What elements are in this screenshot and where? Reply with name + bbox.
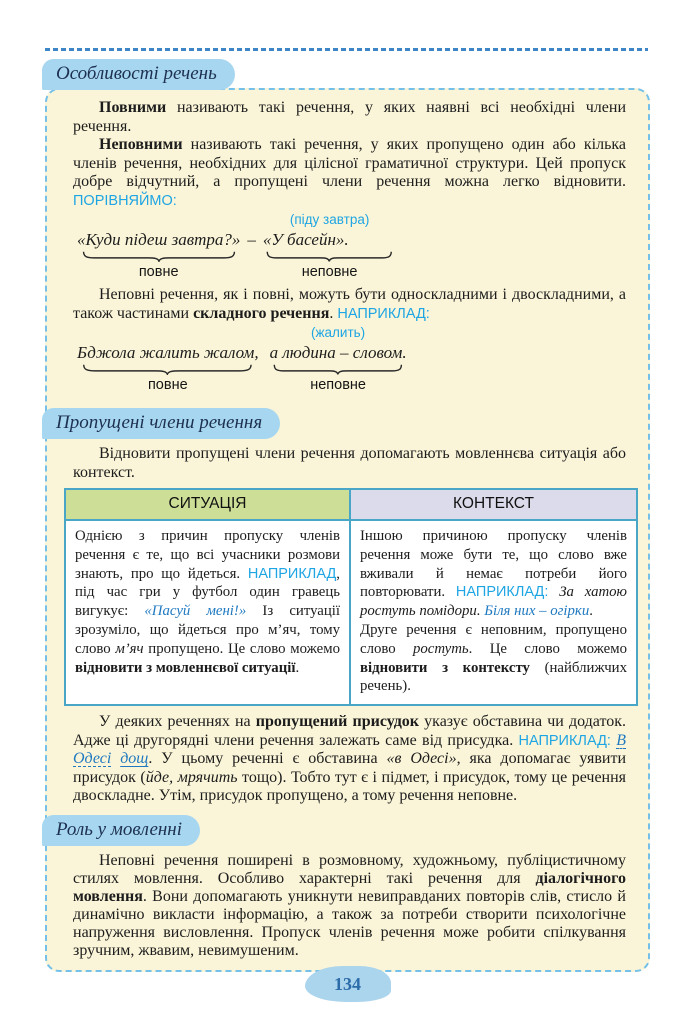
paragraph-incomplete-definition: Неповними називають такі речення, у яких пропущено один або кілька членів речення, необхідних для цілісної граматичної структури. Цей пропуск добре відчутний, а пропущені члени речення можна легко відновити. ПОРІВНЯЙМО: bbox=[73, 136, 626, 209]
example-label: повне bbox=[147, 377, 188, 393]
section-badge-features: Особливості речень bbox=[42, 59, 235, 90]
section-badge-omitted-members: Пропущені члени речення bbox=[42, 408, 280, 439]
paragraph-predicate-note: У деяких реченнях на пропущений присудок указує обставина чи додаток. Адже ці другорядні члени речення залежать саме від присудка. НАПРИКЛАД: В Одесі дощ. У цьому реченні є обставина «в Одесі», яка допомагає уявити присудок (йде, мрячить тощо). Тобто тут є і підмет, і присудок, тому це речення двоскладне. Утім, присудок пропущено, а тому речення неповне. bbox=[73, 713, 627, 805]
page-number-badge: 134 bbox=[305, 966, 391, 1002]
underbrace-icon bbox=[266, 251, 393, 262]
paragraph-sentence-types: Неповні речення, як і повні, можуть бути односкладними і двоскладними, а також частинами складного речення. НАПРИКЛАД: bbox=[73, 286, 626, 322]
restored-word-hint: (піду завтра) bbox=[289, 212, 370, 227]
example-part-incomplete bbox=[261, 212, 399, 280]
restored-word-hint bbox=[75, 325, 261, 342]
top-divider bbox=[45, 48, 648, 51]
table-cell-context: Іншою причиною пропуску членів речення може бути те, що слово вже вживали й немає потреби його повторювати. НАПРИКЛАД: За хатою ростуть помідори. Біля них – огірки. Друге речення є неповним, пропущено слово ростуть. Це слово можемо відновити з контексту (найближчих речень). bbox=[360, 528, 628, 695]
table-header-situation: СИТУАЦІЯ bbox=[66, 490, 351, 521]
paragraph-full-definition: Повними називають такі речення, у яких наявні всі необхідні члени речення. bbox=[73, 99, 626, 135]
content-box bbox=[45, 88, 650, 972]
example-label: неповне bbox=[310, 377, 366, 393]
table-cell-situation: Однією з причин пропуску членів речення є те, що всі учасники розмови знають, про що йдеться. НАПРИКЛАД, під час гри у футбол один гравець вигукує: «Пасуй мені!» Із ситуації зрозуміло, що йдеться про м’яч, тому слово м’яч пропущено. Це слово можемо відновити з мовленнєвої ситуації. bbox=[66, 521, 351, 704]
example-compare-2 bbox=[75, 325, 626, 393]
example-compare-1 bbox=[75, 212, 626, 280]
paragraph-role-note: Неповні речення поширені в розмовному, художньому, публіцистичному стилях мовлення. Особливо характерні такі речення для діалогічного мовлення. Вони допомагають уникнути невиправданих повторів слів, стисло й динамічно викласти інформацію, а також за потреби створити психологічне напруження висловлення. Пропуск членів речення може робити спілкування зручним, жвавим, невимушеним. bbox=[73, 851, 626, 959]
example-part-full bbox=[75, 212, 242, 280]
example-phrase: «Куди підеш завтра?» bbox=[77, 230, 241, 249]
underbrace-icon bbox=[82, 364, 253, 375]
example-label: неповне bbox=[301, 264, 358, 280]
example-separator: – bbox=[247, 230, 256, 249]
example-phrase: Бджола жалить жалом, bbox=[77, 343, 259, 362]
restored-word-hint bbox=[75, 212, 242, 229]
example-phrase: а людина – словом. bbox=[269, 343, 407, 362]
table-header-context: КОНТЕКСТ bbox=[351, 490, 636, 521]
example-phrase: «У басейн». bbox=[262, 230, 349, 249]
underbrace-icon bbox=[273, 364, 403, 375]
underbrace-icon bbox=[82, 251, 236, 262]
restored-word-hint: (жалить) bbox=[311, 325, 366, 340]
example-label: повне bbox=[138, 264, 179, 280]
section-badge-role: Роль у мовленні bbox=[42, 815, 200, 846]
example-part-incomplete bbox=[268, 325, 409, 393]
paragraph-restore-intro: Відновити пропущені члени речення допомагають мовленнєва ситуація або контекст. bbox=[73, 445, 626, 481]
example-part-full bbox=[75, 325, 261, 393]
situation-context-table bbox=[64, 488, 638, 706]
